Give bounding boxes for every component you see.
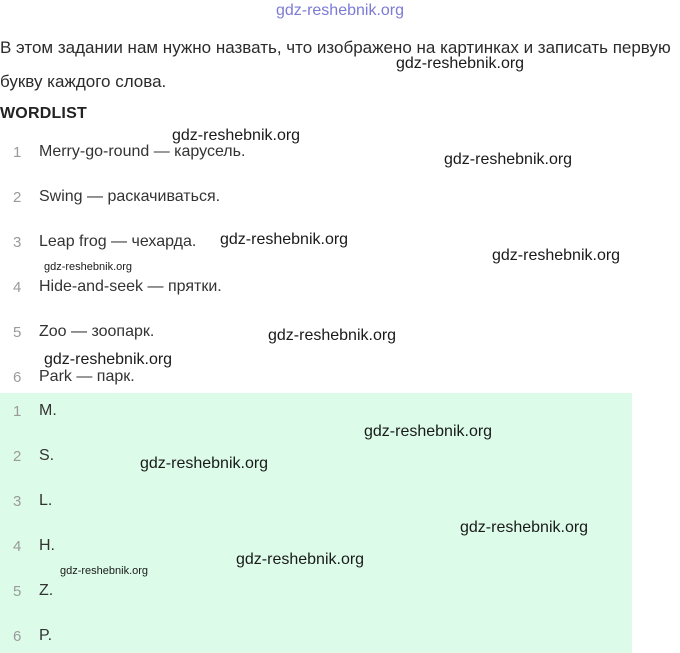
wordlist-heading: WORDLIST xyxy=(0,105,87,122)
item-text: Leap frog — чехарда. xyxy=(39,233,197,250)
answer-item xyxy=(0,399,57,423)
watermark: gdz-reshebnik.org xyxy=(140,455,269,472)
list-item xyxy=(0,320,154,344)
item-number: 4 xyxy=(13,278,22,296)
watermark: gdz-reshebnik.org xyxy=(268,327,397,344)
list-item xyxy=(0,185,220,209)
answer-item xyxy=(0,444,54,468)
watermark: gdz-reshebnik.org xyxy=(460,519,589,536)
list-item xyxy=(0,230,196,254)
item-text: Swing — раскачиваться. xyxy=(39,188,221,205)
answer-text: Z. xyxy=(39,582,54,599)
item-number: 6 xyxy=(13,368,22,386)
answer-text: M. xyxy=(39,402,57,419)
answer-number: 1 xyxy=(13,402,22,420)
watermark: gdz-reshebnik.org xyxy=(44,261,133,273)
answer-text: P. xyxy=(39,627,53,644)
watermark: gdz-reshebnik.org xyxy=(44,351,173,368)
answer-number: 3 xyxy=(13,492,22,510)
answer-text: L. xyxy=(39,492,53,509)
item-text: Merry-go-round — карусель. xyxy=(39,143,246,160)
watermark: gdz-reshebnik.org xyxy=(364,423,493,440)
item-text: Park — парк. xyxy=(39,368,135,385)
watermark: gdz-reshebnik.org xyxy=(60,565,149,577)
answer-number: 6 xyxy=(13,627,22,645)
answer-item xyxy=(0,534,55,558)
list-item xyxy=(0,275,222,299)
answer-number: 2 xyxy=(13,447,22,465)
watermark: gdz-reshebnik.org xyxy=(220,231,349,248)
answer-item xyxy=(0,579,53,603)
item-number: 5 xyxy=(13,323,22,341)
item-number: 2 xyxy=(13,188,22,206)
task-description: В этом задании нам нужно назвать, что изображено на картинках и записать первую букву каждого слова. xyxy=(0,38,671,91)
item-number: 3 xyxy=(13,233,22,251)
watermark: gdz-reshebnik.org xyxy=(444,151,573,168)
answer-text: H. xyxy=(39,537,55,554)
item-text: Zoo — зоопарк. xyxy=(39,323,155,340)
answer-item xyxy=(0,489,52,513)
watermark: gdz-reshebnik.org xyxy=(172,127,301,144)
answer-number: 4 xyxy=(13,537,22,555)
answer-item xyxy=(0,624,52,648)
watermark: gdz-reshebnik.org xyxy=(236,551,365,568)
watermark: gdz-reshebnik.org xyxy=(396,55,525,72)
item-text: Hide-and-seek — прятки. xyxy=(39,278,222,295)
answer-text: S. xyxy=(39,447,55,464)
answer-number: 5 xyxy=(13,582,22,600)
watermark: gdz-reshebnik.org xyxy=(492,247,621,264)
item-number: 1 xyxy=(13,143,22,161)
header-watermark: gdz-reshebnik.org xyxy=(275,2,405,19)
